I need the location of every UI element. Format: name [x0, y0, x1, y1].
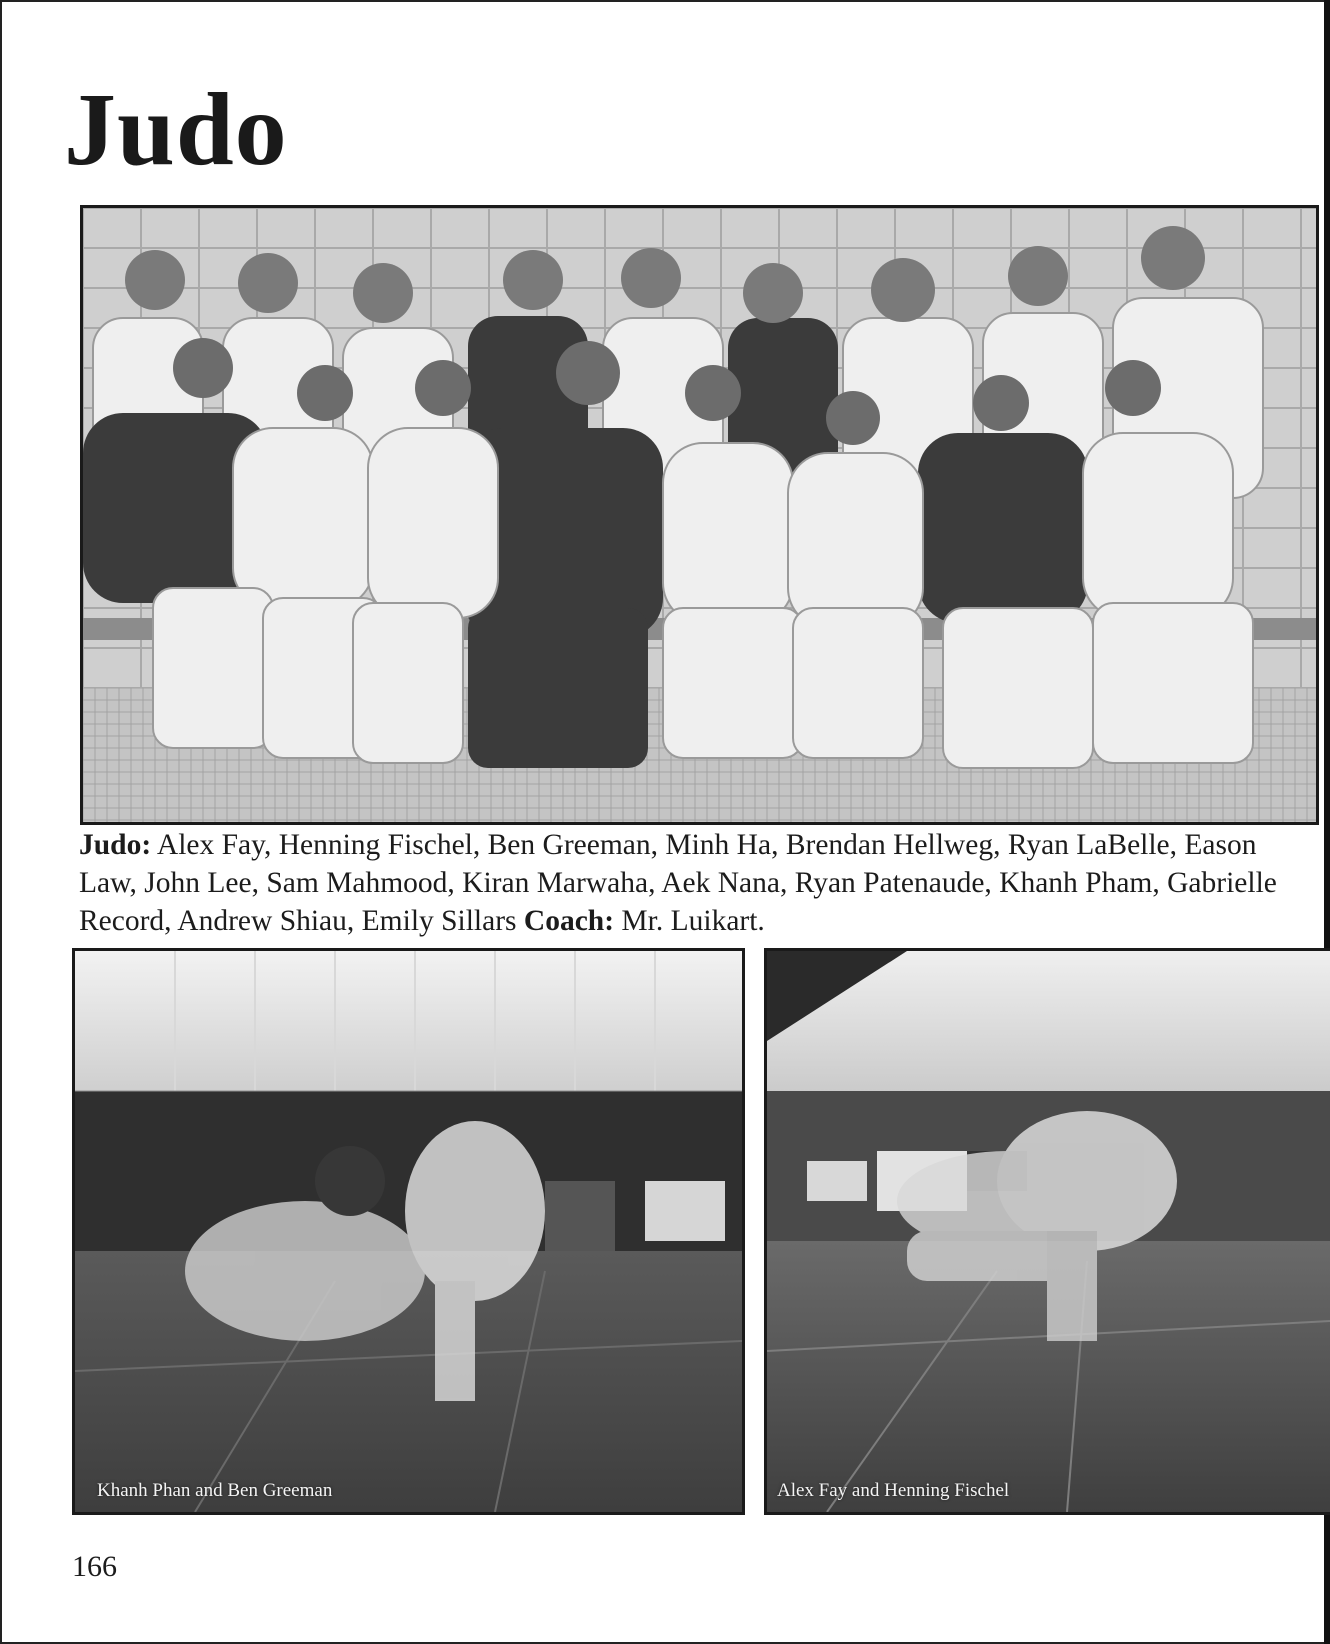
team-photo-image: [83, 208, 1316, 822]
team-photo: [80, 205, 1319, 825]
action-photo-right: [764, 948, 1330, 1515]
team-caption: [79, 826, 1319, 940]
team-members: Alex Fay, Henning Fischel, Ben Greeman, Minh Ha, Brendan Hellweg, Ryan LaBelle, Eason Law, John Lee, Sam Mahmood, Kiran Marwaha, Aek Nana, Ryan Patenaude, Khanh Pham, Gabrielle Record, Andrew Shiau, Emily Sillars: [79, 829, 1277, 937]
photo-caption-left: Khanh Phan and Ben Greeman: [97, 1480, 333, 1501]
page-number: 166: [72, 1550, 117, 1583]
action-photo-left-image: [75, 951, 742, 1512]
team-label: Judo:: [79, 829, 152, 861]
action-photo-right-image: [767, 951, 1330, 1512]
action-photo-left: [72, 948, 745, 1515]
coach-name: Mr. Luikart.: [614, 905, 765, 937]
photo-caption-right: Alex Fay and Henning Fischel: [777, 1480, 1010, 1501]
coach-label: Coach:: [523, 905, 615, 937]
page-title: Judo: [64, 72, 288, 187]
